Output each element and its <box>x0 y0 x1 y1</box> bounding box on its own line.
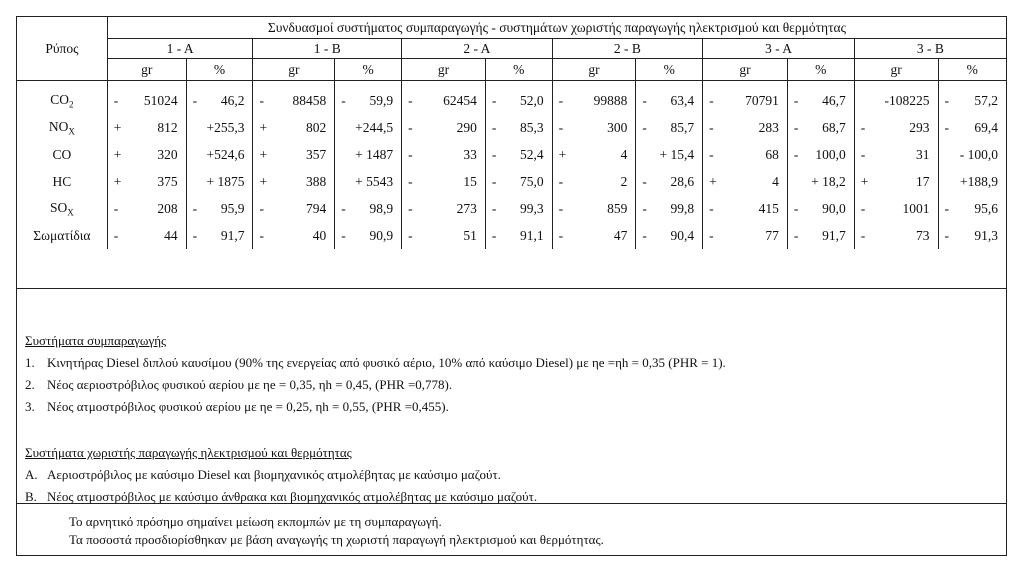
sign: - <box>860 200 866 216</box>
sign: - <box>709 227 714 243</box>
value: 208 <box>157 200 178 216</box>
sign: - <box>192 200 198 216</box>
value-gr-cell <box>703 168 788 195</box>
sign: - <box>259 92 264 108</box>
value: 98,9 <box>369 200 394 216</box>
value-gr-cell <box>552 222 636 249</box>
pollutant-cell: $SO_X$ <box>17 195 107 222</box>
value: 31 <box>916 146 930 162</box>
value-pct-cell <box>335 141 402 168</box>
sign: - <box>709 146 714 162</box>
sign: - <box>709 119 714 135</box>
unit-header-pct: % <box>485 59 552 81</box>
value-gr-cell <box>253 141 335 168</box>
sign: + <box>860 173 869 189</box>
sign: - <box>491 92 497 108</box>
value-pct-cell <box>485 195 552 222</box>
sign: - <box>408 92 413 108</box>
sign: - <box>192 92 198 108</box>
value: 415 <box>758 200 779 216</box>
value: 57,2 <box>974 92 998 108</box>
value: 91,1 <box>520 227 544 243</box>
sign: - <box>113 200 119 216</box>
sign: - <box>944 92 950 108</box>
sign: - <box>793 119 799 135</box>
sign: - <box>944 119 950 135</box>
value: 46,7 <box>822 92 846 108</box>
value-gr-cell <box>107 195 186 222</box>
table-row <box>17 141 1006 168</box>
table-title: Συνδυασμοί συστήματος συμπαραγωγής - συστημάτων χωριστής παραγωγής ηλεκτρισμού και θερμότητας <box>107 17 1006 39</box>
sign: - <box>860 146 866 162</box>
sign: - <box>558 200 564 216</box>
sign: + <box>259 146 268 162</box>
footer-notes <box>17 503 1006 555</box>
sign: - <box>793 227 799 243</box>
value: 88458 <box>292 92 327 108</box>
value-gr-cell <box>107 141 186 168</box>
document-frame <box>16 16 1007 556</box>
value: 15 <box>463 173 477 189</box>
value: 51024 <box>143 92 178 108</box>
value: - 100,0 <box>959 146 998 162</box>
value: +255,3 <box>206 119 245 135</box>
sign: - <box>642 227 647 243</box>
value: 85,7 <box>670 119 695 135</box>
notes-section <box>17 288 1006 503</box>
value-pct-cell <box>787 81 854 115</box>
value: 4 <box>620 146 628 162</box>
cogen-item: 2. Νέος αεριοστρόβιλος φυσικού αερίου με ηe = 0,35, ηh = 0,45, (PHR =0,778). <box>25 377 453 392</box>
value: 95,6 <box>974 200 998 216</box>
pollutant-cell: $CO_2$ <box>17 81 107 115</box>
value: 320 <box>157 146 178 162</box>
sign: - <box>341 92 346 108</box>
sign: - <box>558 119 564 135</box>
sign: - <box>642 92 647 108</box>
unit-header-gr: gr <box>552 59 636 81</box>
value: 28,6 <box>670 173 695 189</box>
sign: + <box>113 146 122 162</box>
sign: - <box>944 200 950 216</box>
value-pct-cell <box>938 81 1006 115</box>
value-pct-cell <box>186 114 253 141</box>
value-gr-cell <box>854 114 938 141</box>
sign: + <box>709 173 717 189</box>
sign: - <box>259 200 264 216</box>
value: 90,4 <box>670 227 695 243</box>
system-header: 2 - B <box>552 39 703 59</box>
value: 290 <box>456 119 477 135</box>
value-gr-cell <box>854 168 938 195</box>
sign: - <box>192 227 198 243</box>
value: 91,7 <box>220 227 245 243</box>
separate-heading: Συστήματα χωριστής παραγωγής ηλεκτρισμού και θερμότητας <box>25 445 352 460</box>
value: 357 <box>305 146 327 162</box>
value-gr-cell <box>402 168 486 195</box>
value-pct-cell <box>335 114 402 141</box>
value: 62454 <box>443 92 477 108</box>
value: 75,0 <box>520 173 544 189</box>
value: 375 <box>157 173 178 189</box>
value: 812 <box>157 119 178 135</box>
value-pct-cell <box>485 222 552 249</box>
value-pct-cell <box>787 222 854 249</box>
value-pct-cell <box>787 141 854 168</box>
value-gr-cell <box>402 114 486 141</box>
pollutant-header: Ρύπος <box>17 17 107 81</box>
value: 85,3 <box>520 119 544 135</box>
value: 273 <box>456 200 477 216</box>
value-pct-cell <box>938 195 1006 222</box>
value-gr-cell <box>854 141 938 168</box>
value-gr-cell <box>552 141 636 168</box>
value: 91,3 <box>974 227 998 243</box>
value-pct-cell <box>335 195 402 222</box>
value-gr-cell <box>703 195 788 222</box>
value: 40 <box>312 227 327 243</box>
value-gr-cell <box>703 141 788 168</box>
sign: - <box>113 92 119 108</box>
sign: - <box>793 200 799 216</box>
cogen-item: 1. Κινητήρας Diesel διπλού καυσίμου (90% της ενεργείας από φυσικό αέριο, 10% από καύσιμο Diesel) με ηe =ηh = 0,35 (PHR = 1). <box>25 355 726 370</box>
pollutant-cell: Σωματίδια <box>17 222 107 249</box>
value-pct-cell <box>787 195 854 222</box>
unit-header-gr: gr <box>107 59 186 81</box>
value-gr-cell <box>552 195 636 222</box>
sign: + <box>113 173 122 189</box>
unit-header-pct: % <box>636 59 703 81</box>
value-gr-cell <box>854 195 938 222</box>
value: 90,0 <box>822 200 846 216</box>
unit-header-pct: % <box>787 59 854 81</box>
value: + 18,2 <box>811 173 846 189</box>
value: 68,7 <box>822 119 846 135</box>
value: 51 <box>463 227 477 243</box>
value-gr-cell <box>253 168 335 195</box>
value: 63,4 <box>670 92 695 108</box>
value-pct-cell <box>485 114 552 141</box>
sign: - <box>558 227 564 243</box>
value-gr-cell <box>402 195 486 222</box>
value: 73 <box>916 227 930 243</box>
value: 91,7 <box>822 227 846 243</box>
value-gr-cell <box>402 81 486 115</box>
value-gr-cell <box>253 222 335 249</box>
sign: - <box>793 92 799 108</box>
value-pct-cell <box>335 222 402 249</box>
value: 2 <box>620 173 628 189</box>
value-gr-cell <box>253 81 335 115</box>
value-pct-cell <box>485 141 552 168</box>
table-row <box>17 168 1006 195</box>
sign: - <box>709 92 714 108</box>
value-gr-cell <box>703 114 788 141</box>
sign: - <box>642 173 647 189</box>
value: 17 <box>916 173 930 189</box>
value: 77 <box>765 227 779 243</box>
sign: + <box>558 146 567 162</box>
sign: - <box>558 92 564 108</box>
value-pct-cell <box>335 168 402 195</box>
value: 33 <box>463 146 477 162</box>
sign: + <box>113 119 122 135</box>
value: 99,8 <box>670 200 695 216</box>
sign: - <box>642 119 647 135</box>
value-pct-cell <box>787 114 854 141</box>
value: 95,9 <box>220 200 245 216</box>
sign: - <box>341 227 346 243</box>
sign: - <box>491 146 497 162</box>
pollutant-cell: $NO_X$ <box>17 114 107 141</box>
value-gr-cell <box>253 114 335 141</box>
value-pct-cell <box>335 81 402 115</box>
system-header: 2 - A <box>402 39 553 59</box>
system-header: 1 - A <box>107 39 253 59</box>
value-pct-cell <box>485 81 552 115</box>
sign: + <box>259 119 268 135</box>
value-pct-cell <box>938 168 1006 195</box>
value: 4 <box>772 173 779 189</box>
value: 70791 <box>745 92 779 108</box>
value-pct-cell <box>636 195 703 222</box>
value-gr-cell <box>552 81 636 115</box>
value: 47 <box>613 227 628 243</box>
sign: - <box>860 119 866 135</box>
pollutant-cell: CO <box>17 141 107 168</box>
value-pct-cell <box>787 168 854 195</box>
unit-header-gr: gr <box>402 59 486 81</box>
value-gr-cell <box>854 222 938 249</box>
sign: - <box>113 227 119 243</box>
value-gr-cell <box>402 222 486 249</box>
cogen-item: 3. Νέος ατμοστρόβιλος φυσικού αερίου με ηe = 0,25, ηh = 0,55, (PHR =0,455). <box>25 399 449 414</box>
sign: - <box>408 227 413 243</box>
value: 300 <box>607 119 628 135</box>
value-gr-cell <box>402 141 486 168</box>
table-row <box>17 81 1006 115</box>
value-pct-cell <box>186 141 253 168</box>
sign: + <box>259 173 268 189</box>
value-pct-cell <box>636 81 703 115</box>
value: 52,4 <box>520 146 544 162</box>
table-row <box>17 222 1006 249</box>
value: 99,3 <box>520 200 544 216</box>
value-pct-cell <box>186 81 253 115</box>
value: -108225 <box>884 92 930 108</box>
separate-item: B. Νέος ατμοστρόβιλος με καύσιμο άνθρακα και βιομηχανικός ατμολέβητας με καύσιμο μαζούτ. <box>25 489 538 504</box>
sign: - <box>341 200 346 216</box>
value: 388 <box>305 173 327 189</box>
value-gr-cell <box>107 222 186 249</box>
value-pct-cell <box>636 114 703 141</box>
separate-item: A. Αεριοστρόβιλος με καύσιμο Diesel και βιομηχανικός ατμολέβητας με καύσιμο μαζούτ. <box>25 467 501 482</box>
value-pct-cell <box>186 168 253 195</box>
value: 69,4 <box>974 119 998 135</box>
value: 859 <box>607 200 628 216</box>
sign: - <box>793 146 799 162</box>
sign: - <box>709 200 714 216</box>
table-row <box>17 195 1006 222</box>
table-row <box>17 114 1006 141</box>
value: 46,2 <box>220 92 245 108</box>
sign: - <box>408 119 413 135</box>
sign: - <box>408 173 413 189</box>
value: +524,6 <box>206 146 245 162</box>
value: + 5543 <box>355 173 394 189</box>
unit-header-gr: gr <box>253 59 335 81</box>
value: 99888 <box>593 92 628 108</box>
value-gr-cell <box>552 168 636 195</box>
cogen-heading: Συστήματα συμπαραγωγής <box>25 333 167 348</box>
value: 52,0 <box>520 92 544 108</box>
value: 100,0 <box>815 146 846 162</box>
value: 802 <box>305 119 327 135</box>
unit-header-pct: % <box>186 59 253 81</box>
value-pct-cell <box>636 168 703 195</box>
system-header: 3 - A <box>703 39 855 59</box>
value-pct-cell <box>938 114 1006 141</box>
footer-line: Το αρνητικό πρόσημο σημαίνει μείωση εκπομπών με τη συμπαραγωγή. <box>69 514 442 529</box>
value-gr-cell <box>703 222 788 249</box>
value-gr-cell <box>107 114 186 141</box>
value: +188,9 <box>960 173 998 189</box>
emissions-table <box>17 17 1006 249</box>
value-gr-cell <box>107 81 186 115</box>
system-header: 3 - B <box>854 39 1006 59</box>
value: + 1487 <box>355 146 394 162</box>
value: 293 <box>909 119 930 135</box>
value-gr-cell <box>703 81 788 115</box>
value-pct-cell <box>938 222 1006 249</box>
footer-line: Τα ποσοστά προσδιορίσθηκαν με βάση αναγωγής τη χωριστή παραγωγή ηλεκτρισμού και θερμότητας. <box>69 532 604 547</box>
sign: - <box>491 200 497 216</box>
value-gr-cell <box>552 114 636 141</box>
value-gr-cell <box>107 168 186 195</box>
value: 59,9 <box>369 92 394 108</box>
value-pct-cell <box>938 141 1006 168</box>
value-pct-cell <box>186 222 253 249</box>
value: + 1875 <box>206 173 245 189</box>
value-pct-cell <box>485 168 552 195</box>
value: 68 <box>765 146 779 162</box>
sign: - <box>491 119 497 135</box>
value: 44 <box>164 227 178 243</box>
sign: - <box>408 200 413 216</box>
unit-header-gr: gr <box>703 59 788 81</box>
value-gr-cell <box>253 195 335 222</box>
sign: - <box>491 173 497 189</box>
system-header: 1 - B <box>253 39 402 59</box>
unit-header-pct: % <box>335 59 402 81</box>
unit-header-gr: gr <box>854 59 938 81</box>
unit-header-pct: % <box>938 59 1006 81</box>
sign: - <box>558 173 564 189</box>
value-pct-cell <box>636 222 703 249</box>
sign: - <box>944 227 950 243</box>
value: + 15,4 <box>659 146 695 162</box>
sign: - <box>642 200 647 216</box>
value-gr-cell <box>854 81 938 115</box>
value: 794 <box>305 200 327 216</box>
value: 1001 <box>902 200 930 216</box>
value: 90,9 <box>369 227 394 243</box>
value-pct-cell <box>636 141 703 168</box>
sign: - <box>259 227 264 243</box>
value: +244,5 <box>355 119 394 135</box>
value: 283 <box>758 119 779 135</box>
sign: - <box>860 227 866 243</box>
sign: - <box>408 146 413 162</box>
sign: - <box>491 227 497 243</box>
pollutant-cell: HC <box>17 168 107 195</box>
value-pct-cell <box>186 195 253 222</box>
